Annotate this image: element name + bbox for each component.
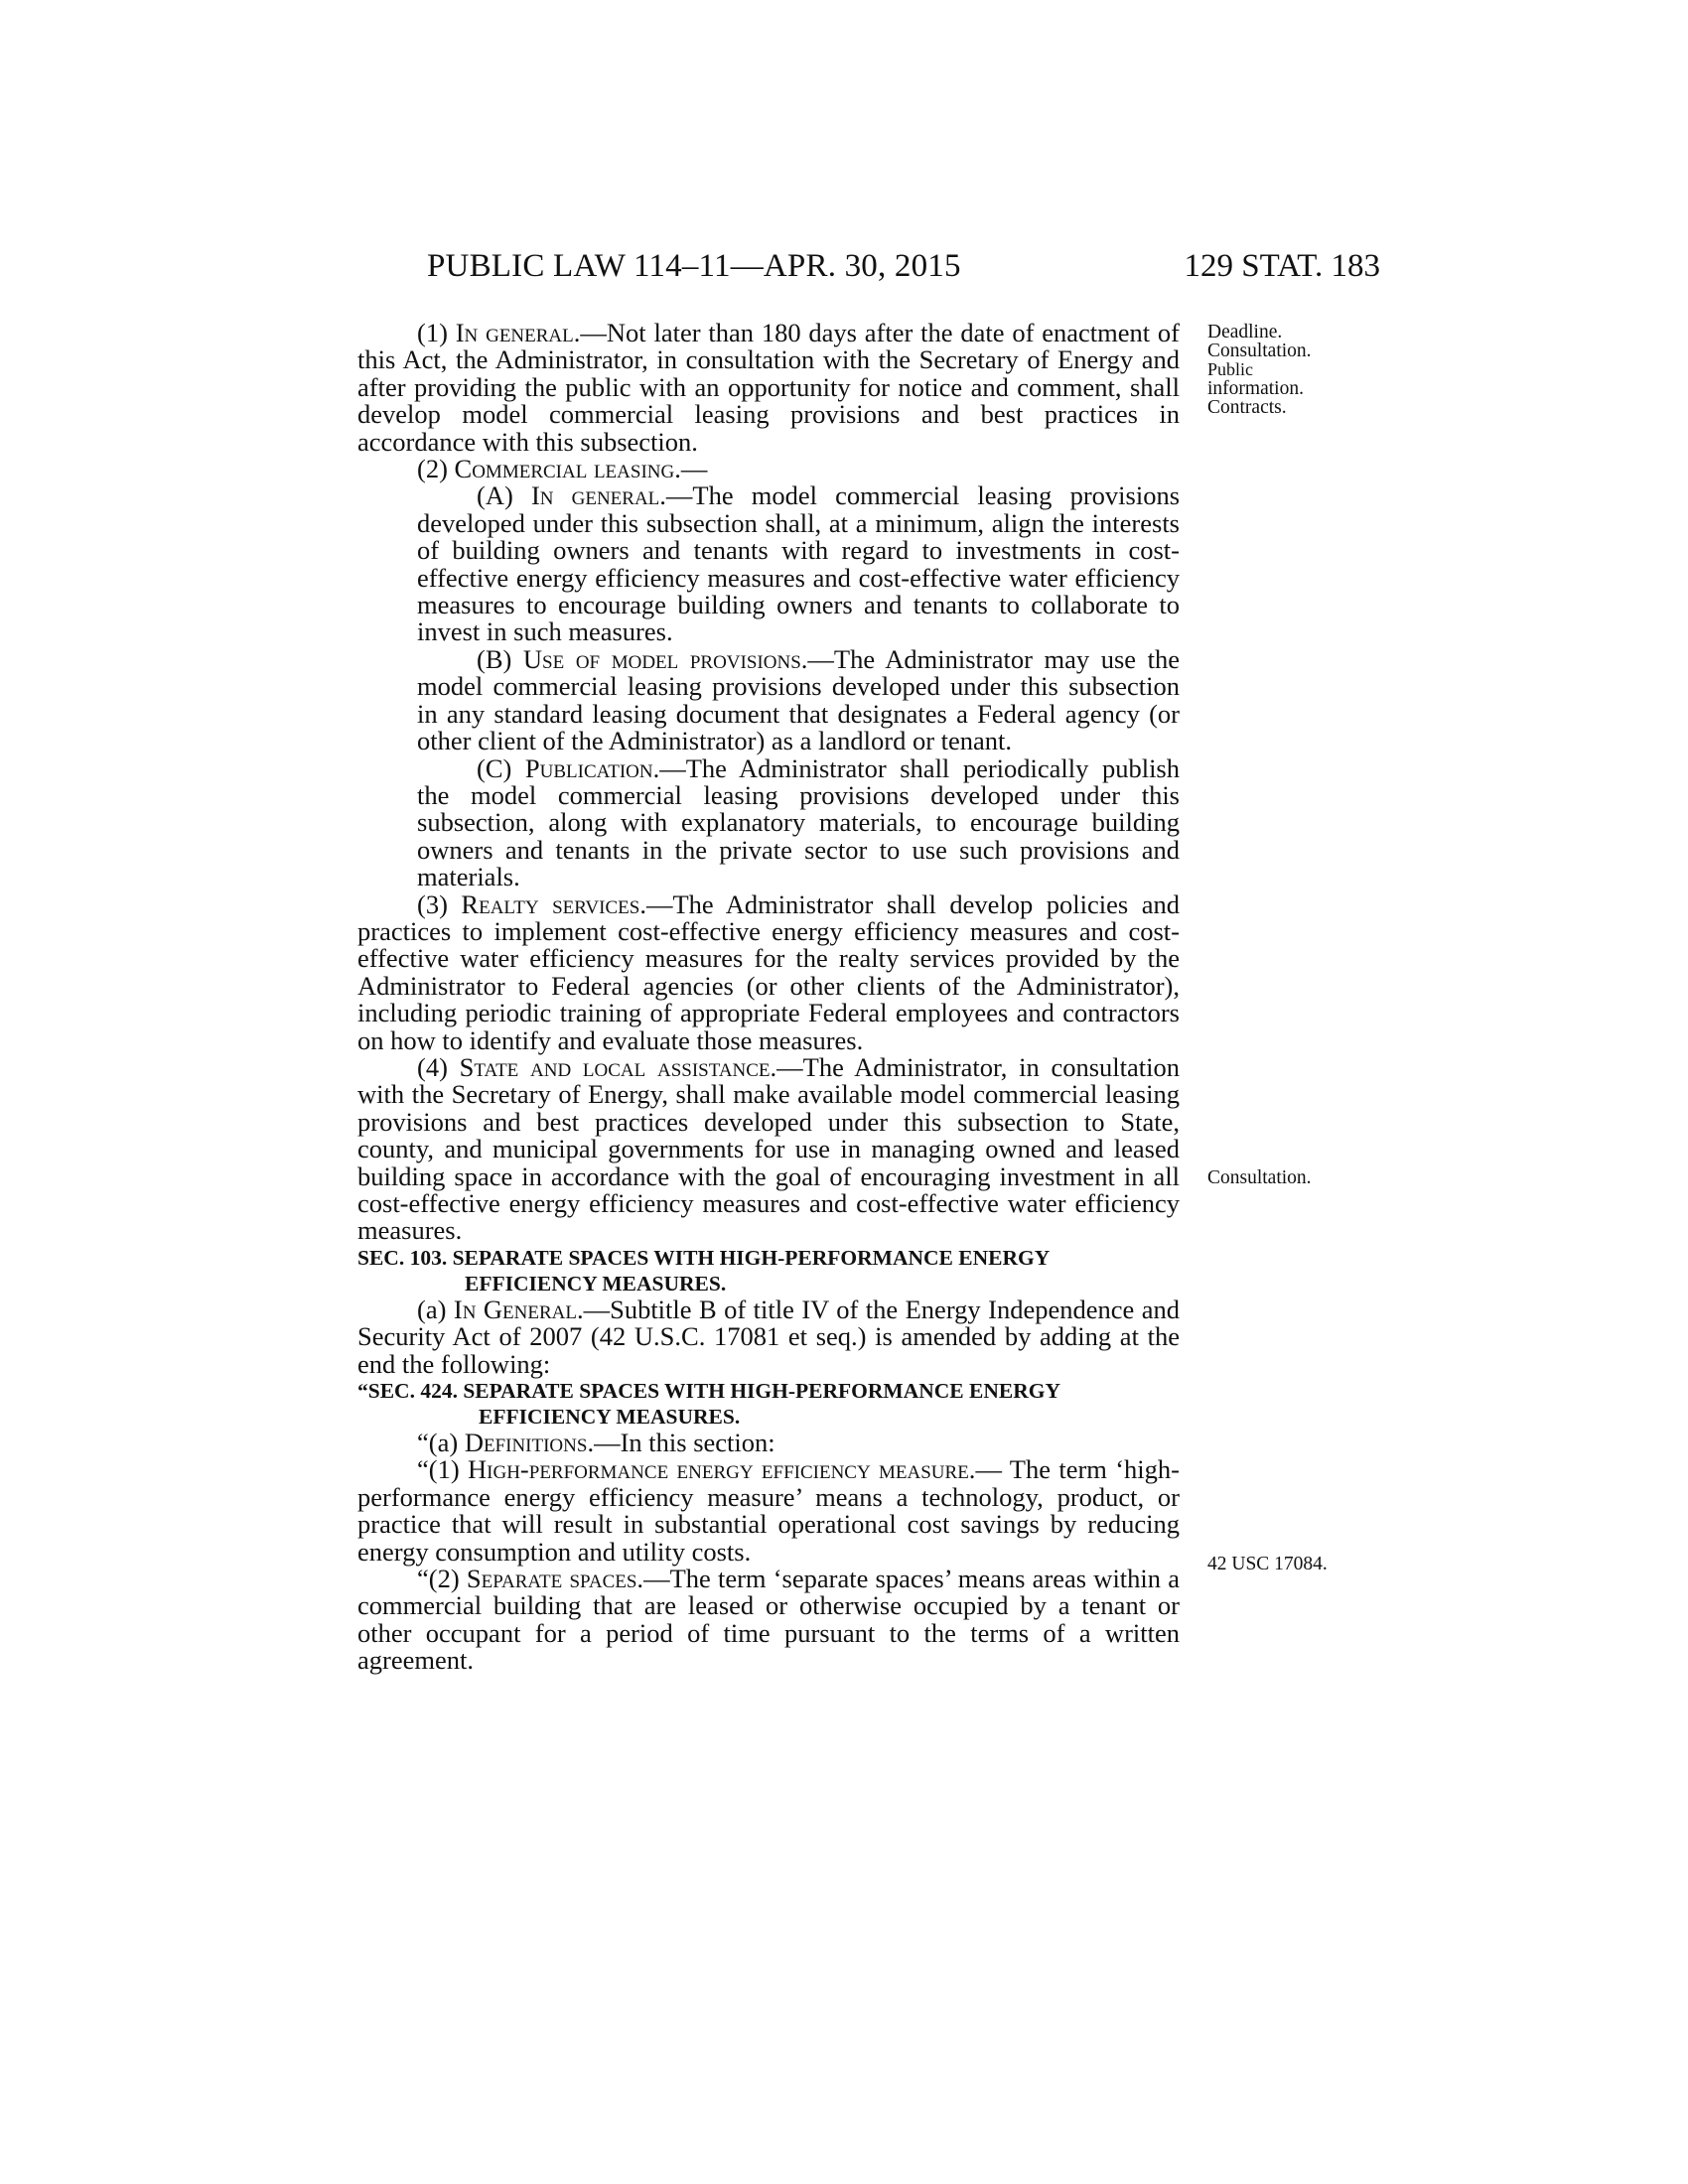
subparagraph-c: (C) Publication.—The Administrator shall periodically publish the model commercial leasing provisions developed under this subsection, along with explanatory materials, to encourage building owners and tenants in the private sector to use such provisions and materials. [417,752,1180,892]
subparagraph-b: (B) Use of model provisions.—The Administrator may use the model commercial leasing provisions developed under this subsection in any standard leasing document that designates a Federal agency (or other client of the Administrator) as a landlord or tenant. [417,643,1180,756]
margin-note-information: information. [1207,378,1304,399]
margin-note-deadline: Deadline. [1207,322,1283,342]
subsection-a: (a) In General.—Subtitle B of title IV of the Energy Independence and Security Act of 2007 (42 U.S.C. 17081 et seq.) is amended by adding at the end the following: [357,1294,1180,1379]
paragraph-1: (1) In general.—Not later than 180 days after the date of enactment of this Act, the Administrator, in consultation with the Secretary of Energy and after providing the public with an opportunity for notice and comment, shall develop model commercial leasing provisions and best practices in accordance with this subsection. [357,318,1181,457]
subparagraph-a: (A) In general.—The model commercial leasing provisions developed under this subsection shall, at a minimum, align the interests of building owners and tenants with regard to investments in cost-effective energy efficiency measures and cost-effective water efficiency measures to encourage building owners and tenants to collaborate to invest in such measures. [417,480,1181,647]
body-text [357,320,1180,1675]
margin-note-contracts: Contracts. [1207,397,1287,418]
paragraph-2: (2) Commercial leasing.— [417,454,708,484]
definition-2: “(2) Separate spaces.—The term ‘separate spaces’ means areas within a commercial building that are leased or otherwise occupied by a tenant or other occupant for a period of time pursuant to the terms of a written agreement. [357,1564,1180,1676]
page-stat: 129 STAT. 183 [1184,248,1380,284]
margin-note-public: Public [1207,359,1254,379]
margin-note-consultation-2: Consultation. [1207,1167,1312,1188]
definition-1: “(1) High-performance energy efficiency measure.— The term ‘high-performance energy efficiency measure’ means a technology, product, or practice that will result in substantial operational cost savings by reducing energy consumption and utility costs. [357,1454,1180,1567]
definitions-heading: “(a) Definitions.—In this section: [417,1428,775,1458]
margin-note-group [1207,323,1356,417]
header-title: PUBLIC LAW 114–11—APR. 30, 2015 [427,248,961,284]
running-header [427,248,1380,288]
margin-note-consultation: Consultation. [1207,341,1312,361]
section-103-heading: SEC. 103. SEPARATE SPACES WITH HIGH-PERFORMANCE ENERGY EFFICIENCY MEASURES. [357,1245,1050,1296]
paragraph-3: (3) Realty services.—The Administrator shall develop policies and practices to implement cost-effective energy efficiency measures and cost-effective water efficiency measures for the realty services provided by the Administrator to Federal agencies (or other clients of the Administrator), including periodic training of appropriate Federal employees and contractors on how to identify and evaluate those measures. [357,888,1180,1055]
paragraph-4: (4) State and local assistance.—The Administrator, in consultation with the Secretary of Energy, shall make available model commercial leasing provisions and best practices developed under this subsection to State, county, and municipal governments for use in managing owned and leased building space in accordance with the goal of encouraging investment in all cost-effective energy efficiency measures and cost-effective water efficiency measures. [357,1051,1180,1246]
margin-note-usc: 42 USC 17084. [1207,1554,1328,1574]
section-424-heading: “SEC. 424. SEPARATE SPACES WITH HIGH-PERFORMANCE ENERGY EFFICIENCY MEASURES. [357,1379,1060,1430]
